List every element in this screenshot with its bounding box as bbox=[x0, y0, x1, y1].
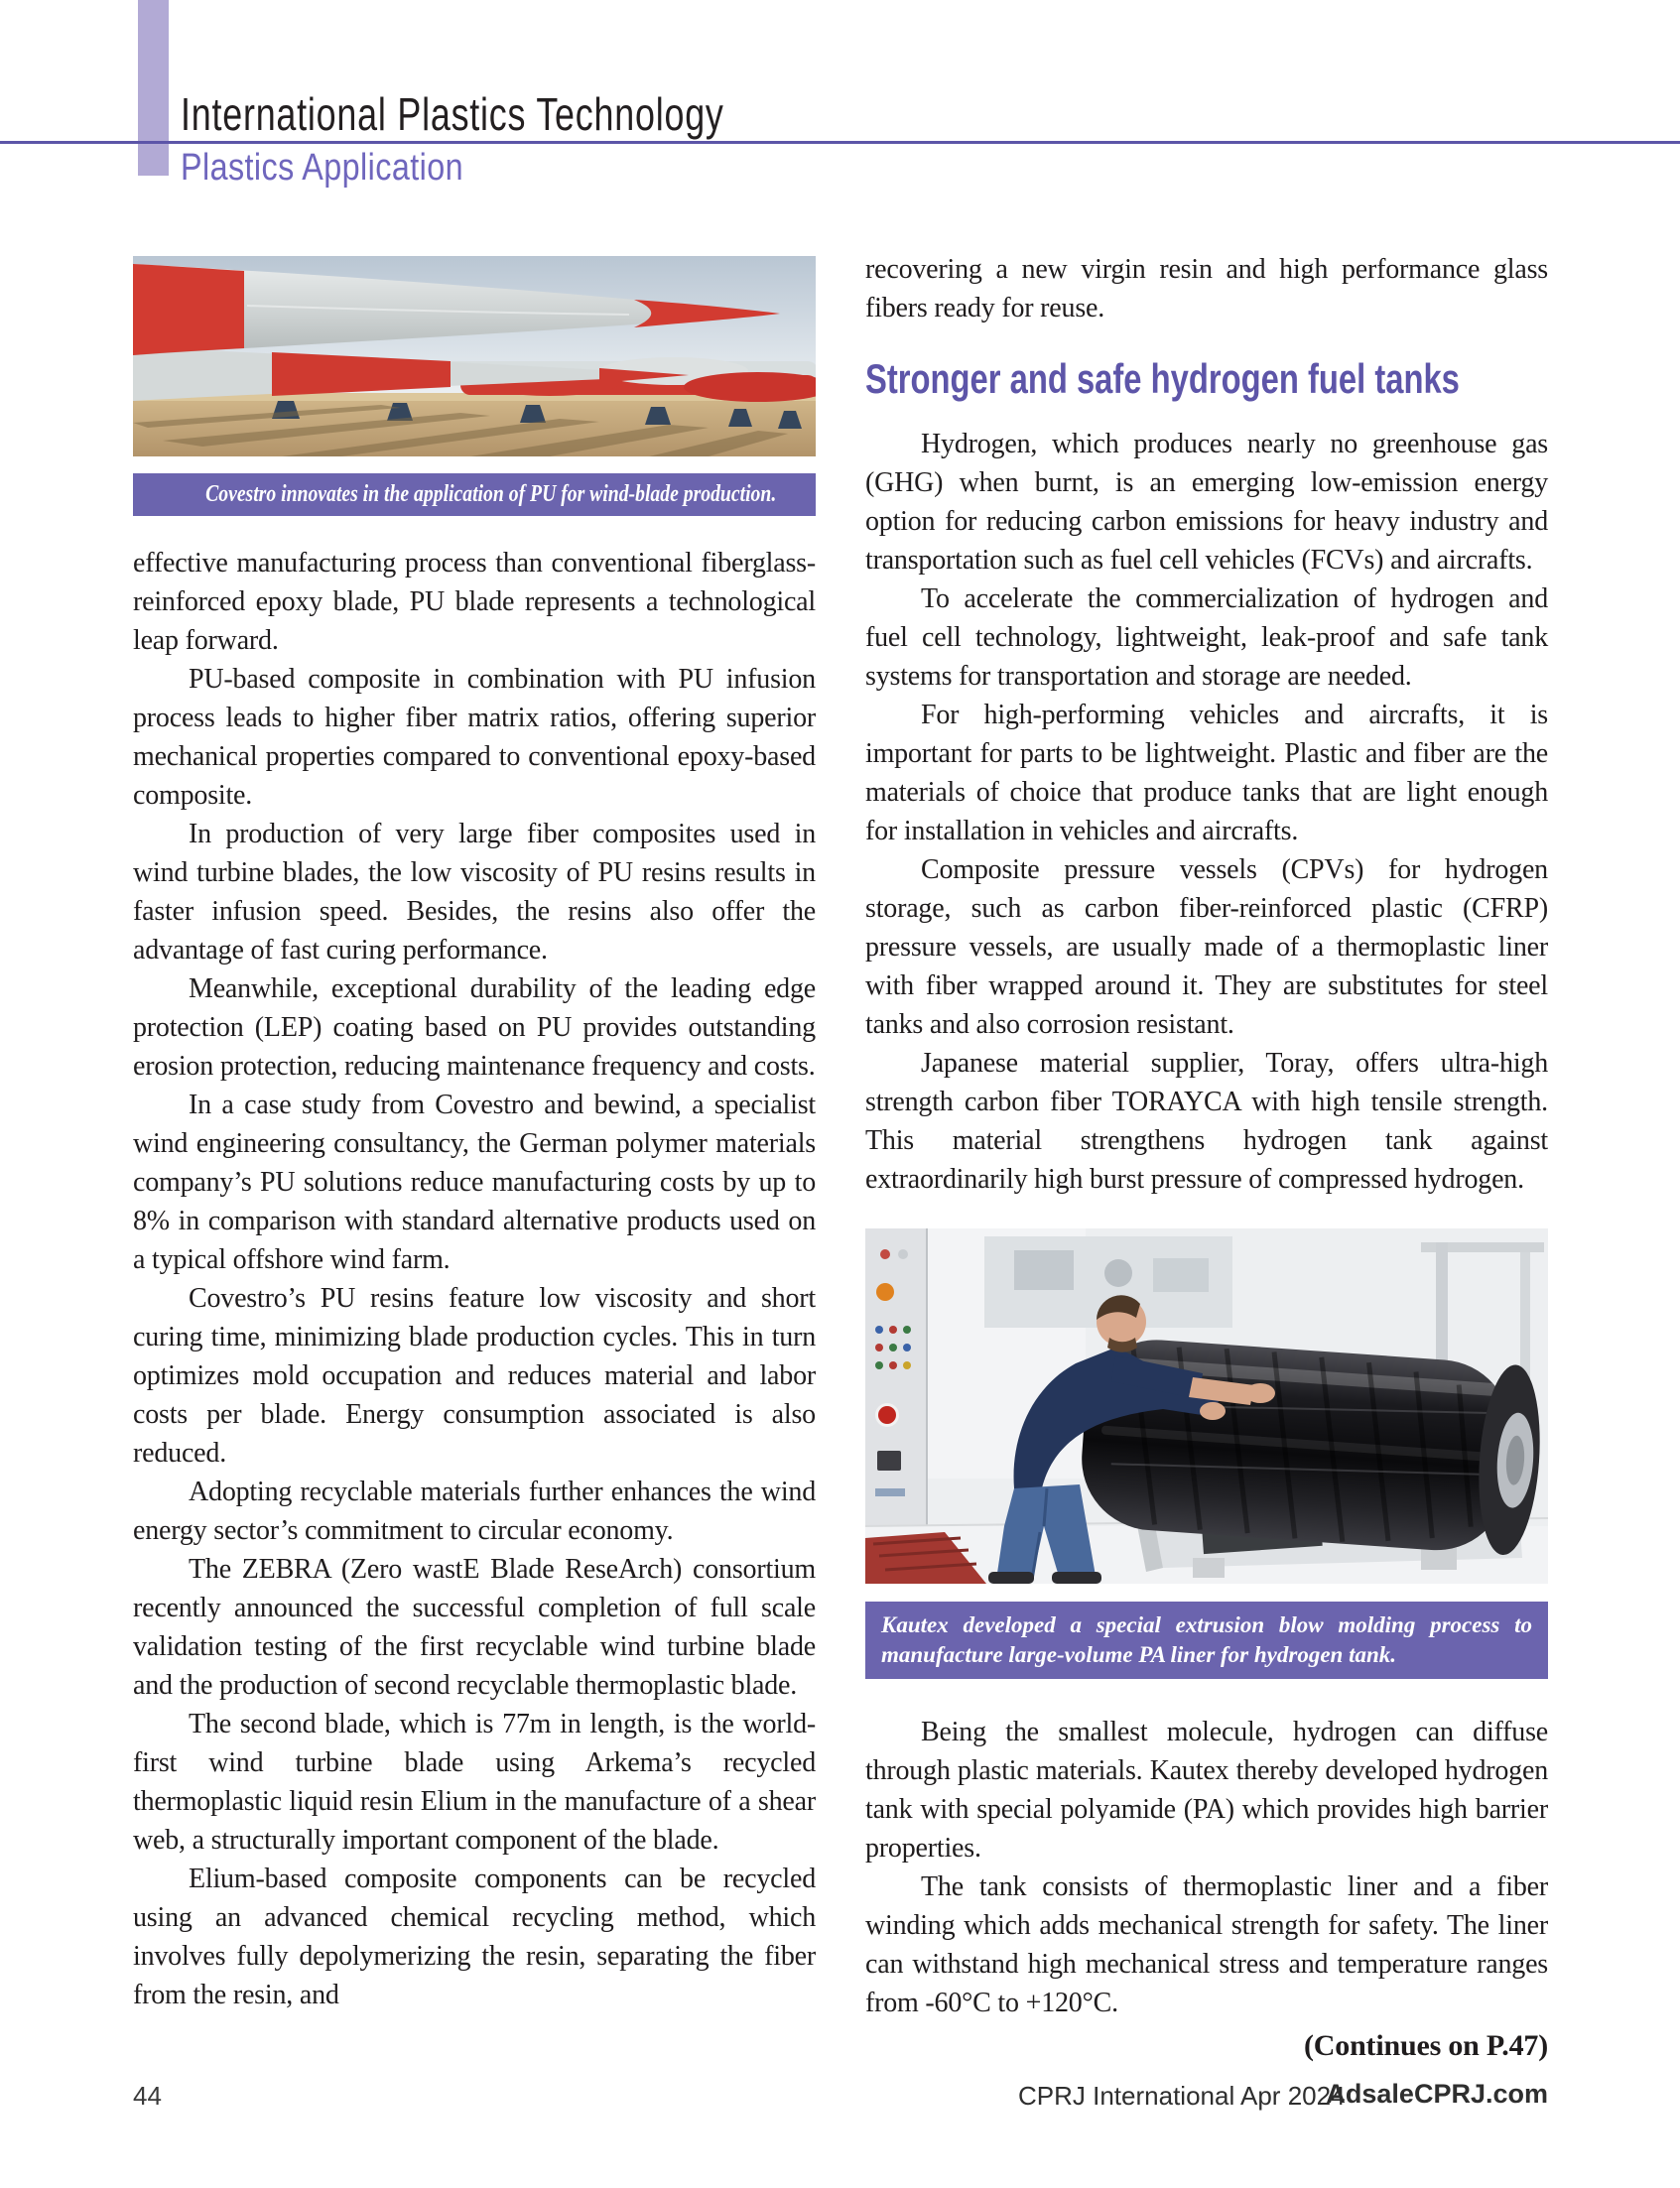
left-column bbox=[133, 256, 816, 2014]
body-paragraph: Japanese material supplier, Toray, offers ultra-high strength carbon fiber TORAYCA with high tensile strength. This material strengthens hydrogen tank against extraordinarily high burst pressure of compressed hydrogen. bbox=[865, 1048, 1548, 1195]
left-column-text bbox=[133, 544, 816, 2014]
right-column-lead bbox=[865, 250, 1548, 327]
body-paragraph: For high-performing vehicles and aircrafts, it is important for parts to be lightweight. Plastic and fiber are the materials of choice that produce tanks that are light enough for installation in vehicles and aircrafts. bbox=[865, 700, 1548, 846]
body-paragraph: Meanwhile, exceptional durability of the leading edge protection (LEP) coating based on PU provides outstanding erosion protection, reducing maintenance frequency and costs. bbox=[133, 973, 816, 1082]
photo-caption bbox=[865, 1602, 1548, 1679]
body-paragraph: To accelerate the commercialization of hydrogen and fuel cell technology, lightweight, leak-proof and safe tank systems for transportation and storage are needed. bbox=[865, 583, 1548, 692]
body-paragraph: The tank consists of thermoplastic liner and a fiber winding which adds mechanical strength for safety. The liner can withstand high mechanical stress and temperature ranges from -60°C to +120°C. bbox=[865, 1871, 1548, 2018]
body-paragraph: The second blade, which is 77m in length, is the world-first wind turbine blade using Arkema’s recycled thermoplastic liquid resin Elium in the manufacture of a shear web, a structurally important component of the blade. bbox=[133, 1709, 816, 1856]
section-title: Plastics Application bbox=[181, 147, 464, 189]
page-title: International Plastics Technology bbox=[181, 88, 724, 140]
right-column-text-after bbox=[865, 1713, 1548, 2065]
header-rule bbox=[0, 141, 1680, 144]
photo-caption bbox=[133, 473, 816, 516]
hydrogen-tank-photo bbox=[865, 1228, 1548, 1584]
body-paragraph: recovering a new virgin resin and high performance glass fibers ready for reuse. bbox=[865, 254, 1548, 323]
wind-blades-photo bbox=[133, 256, 816, 456]
section-heading: Stronger and safe hydrogen fuel tanks bbox=[865, 355, 1460, 402]
continues-note: (Continues on P.47) bbox=[1304, 2029, 1548, 2062]
body-paragraph: Covestro’s PU resins feature low viscosity and short curing time, minimizing blade production cycles. This in turn optimizes mold occupation and reduces material and labor costs per blade. Energy consumption associated is also reduced. bbox=[133, 1283, 816, 1469]
body-paragraph: In a case study from Covestro and bewind, a specialist wind engineering consultancy, the German polymer materials company’s PU solutions reduce manufacturing costs by up to 8% in comparison with standard alternative products used on a typical offshore wind farm. bbox=[133, 1090, 816, 1275]
body-paragraph: The ZEBRA (Zero wastE Blade ReseArch) consortium recently announced the successful completion of full scale validation testing of the first recyclable wind turbine blade and the production of second recyclable thermoplastic blade. bbox=[133, 1554, 816, 1701]
body-paragraph: Being the smallest molecule, hydrogen can diffuse through plastic materials. Kautex thereby developed hydrogen tank with special polyamide (PA) which provides high barrier properties. bbox=[865, 1717, 1548, 1864]
body-paragraph: Elium-based composite components can be recycled using an advanced chemical recycling method, which involves fully depolymerizing the resin, separating the fiber from the resin, and bbox=[133, 1864, 816, 2010]
journal-name: CPRJ International Apr 2024 bbox=[1018, 2081, 1346, 2111]
page-number: 44 bbox=[133, 2081, 162, 2111]
header-accent-bar bbox=[138, 0, 169, 176]
body-paragraph: Hydrogen, which produces nearly no greenhouse gas (GHG) when burnt, is an emerging low-emission energy option for reducing carbon emissions for heavy industry and transportation such as fuel cell vehicles (FCVs) and aircrafts. bbox=[865, 429, 1548, 576]
body-paragraph: In production of very large fiber composites used in wind turbine blades, the low viscosity of PU resins results in faster infusion speed. Besides, the resins also offer the advantage of fast curing performance. bbox=[133, 819, 816, 965]
website: AdsaleCPRJ.com bbox=[1326, 2079, 1548, 2109]
right-column bbox=[865, 250, 1548, 2065]
body-paragraph: PU-based composite in combination with PU infusion process leads to higher fiber matrix ratios, offering superior mechanical properties compared to conventional epoxy-based composite. bbox=[133, 664, 816, 811]
right-column-text bbox=[865, 425, 1548, 1199]
photo-caption-text: Covestro innovates in the application of PU for wind-blade production. bbox=[205, 481, 777, 507]
body-paragraph: Composite pressure vessels (CPVs) for hydrogen storage, such as carbon fiber-reinforced plastic (CFRP) pressure vessels, are usually made of a thermoplastic liner with fiber wrapped around it. They are substitutes for steel tanks and also corrosion resistant. bbox=[865, 854, 1548, 1040]
photo-caption-text: Kautex developed a special extrusion blow molding process to manufacture large-volume PA liner for hydrogen tank. bbox=[881, 1612, 1532, 1667]
body-paragraph: Adopting recyclable materials further enhances the wind energy sector’s commitment to circular economy. bbox=[133, 1477, 816, 1546]
body-paragraph: effective manufacturing process than conventional fiberglass-reinforced epoxy blade, PU blade represents a technological leap forward. bbox=[133, 548, 816, 656]
